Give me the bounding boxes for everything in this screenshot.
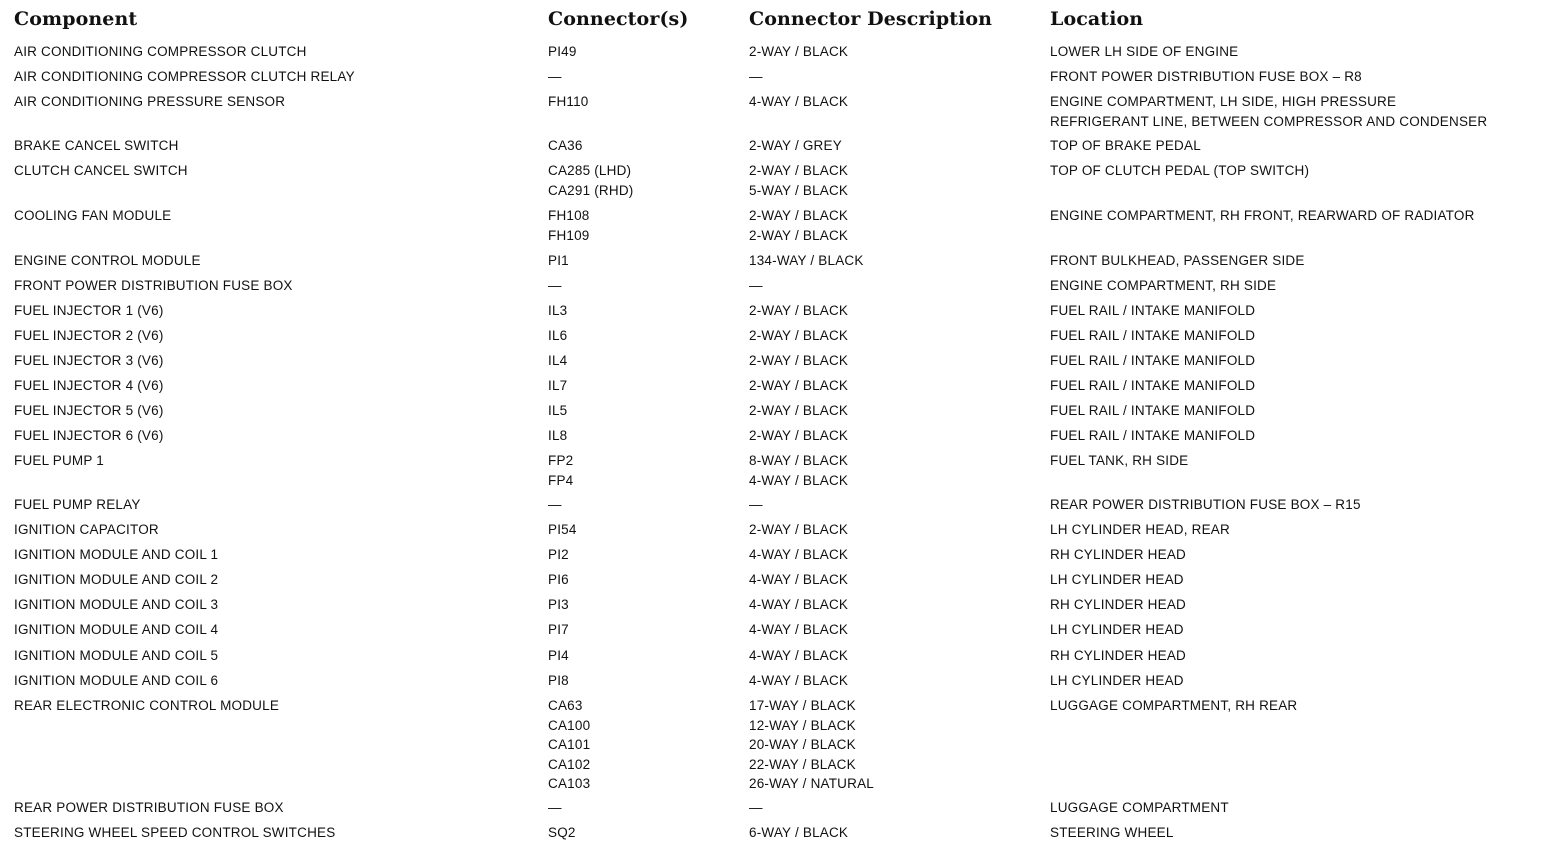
connector-description-cell bbox=[749, 798, 763, 818]
location-cell-line: LH CYLINDER HEAD bbox=[1050, 572, 1184, 587]
location-cell bbox=[1050, 646, 1186, 666]
connector-description-cell bbox=[749, 136, 842, 156]
location-cell bbox=[1050, 161, 1309, 181]
connector-description-cell bbox=[749, 426, 848, 446]
connector-description-cell bbox=[749, 495, 763, 515]
table-row bbox=[0, 620, 1568, 637]
connector-cell-line: IL7 bbox=[548, 378, 568, 393]
component-cell: FUEL INJECTOR 3 (V6) bbox=[14, 353, 164, 368]
connector-description-cell-line: 2-WAY / GREY bbox=[749, 138, 842, 153]
component-cell: ENGINE CONTROL MODULE bbox=[14, 253, 201, 268]
component-cell: FUEL PUMP 1 bbox=[14, 453, 104, 468]
table-row bbox=[0, 301, 1568, 318]
connector-cell-line: PI4 bbox=[548, 648, 569, 663]
table-row bbox=[0, 276, 1568, 293]
location-cell bbox=[1050, 426, 1255, 446]
connector-description-cell bbox=[749, 161, 848, 200]
connector-cell-line: PI54 bbox=[548, 522, 577, 537]
location-cell-line: STEERING WHEEL bbox=[1050, 825, 1174, 840]
location-cell-line: RH CYLINDER HEAD bbox=[1050, 648, 1186, 663]
location-cell bbox=[1050, 401, 1255, 421]
connector-cell-line: CA36 bbox=[548, 138, 583, 153]
connector-description-cell-line: 2-WAY / BLACK bbox=[749, 403, 849, 418]
connector-cell bbox=[548, 823, 576, 843]
connector-description-cell bbox=[749, 351, 848, 371]
component-cell: IGNITION MODULE AND COIL 2 bbox=[14, 572, 219, 587]
connector-cell-line: PI8 bbox=[548, 673, 569, 688]
location-cell bbox=[1050, 326, 1255, 346]
connector-cell bbox=[548, 426, 567, 446]
header-connector-description: Connector Description bbox=[749, 8, 993, 30]
connector-cell bbox=[548, 67, 562, 87]
component-cell: CLUTCH CANCEL SWITCH bbox=[14, 163, 188, 178]
location-cell bbox=[1050, 495, 1361, 515]
location-cell-line: LH CYLINDER HEAD, REAR bbox=[1050, 522, 1230, 537]
location-cell bbox=[1050, 823, 1174, 843]
location-cell-line: LH CYLINDER HEAD bbox=[1050, 673, 1184, 688]
connector-cell-line: CA101 bbox=[548, 737, 591, 752]
connector-description-cell bbox=[749, 620, 848, 640]
location-cell bbox=[1050, 671, 1184, 691]
table-row bbox=[0, 401, 1568, 418]
location-cell bbox=[1050, 376, 1255, 396]
connector-cell-line: IL8 bbox=[548, 428, 568, 443]
location-cell bbox=[1050, 42, 1238, 62]
connector-cell bbox=[548, 520, 577, 540]
location-cell-line: TOP OF BRAKE PEDAL bbox=[1050, 138, 1201, 153]
location-cell bbox=[1050, 696, 1297, 716]
location-cell bbox=[1050, 798, 1229, 818]
connector-description-cell-line: 6-WAY / BLACK bbox=[749, 825, 849, 840]
location-cell bbox=[1050, 520, 1230, 540]
connector-cell bbox=[548, 401, 567, 421]
location-cell-line: FUEL RAIL / INTAKE MANIFOLD bbox=[1050, 378, 1256, 393]
connector-cell-line: IL5 bbox=[548, 403, 568, 418]
connector-description-cell bbox=[749, 276, 763, 296]
location-cell bbox=[1050, 251, 1305, 271]
table-row bbox=[0, 376, 1568, 393]
connector-cell bbox=[548, 671, 569, 691]
component-cell: IGNITION MODULE AND COIL 1 bbox=[14, 547, 219, 562]
table-row bbox=[0, 595, 1568, 612]
connector-cell bbox=[548, 376, 567, 396]
table-row bbox=[0, 671, 1568, 688]
connector-cell-line: CA285 (LHD) bbox=[548, 163, 632, 178]
location-cell-line: FUEL TANK, RH SIDE bbox=[1050, 453, 1189, 468]
connector-cell-line: PI1 bbox=[548, 253, 569, 268]
table-row bbox=[0, 351, 1568, 368]
connector-cell-line: FH109 bbox=[548, 227, 590, 243]
component-cell: IGNITION MODULE AND COIL 5 bbox=[14, 648, 219, 663]
connector-cell-line: CA291 (RHD) bbox=[548, 182, 634, 198]
header-connectors: Connector(s) bbox=[548, 8, 689, 30]
header-location: Location bbox=[1050, 8, 1144, 30]
location-cell bbox=[1050, 206, 1475, 226]
connector-cell-line: PI6 bbox=[548, 572, 569, 587]
component-cell: COOLING FAN MODULE bbox=[14, 208, 172, 223]
connector-cell bbox=[548, 92, 589, 112]
connector-description-cell-line: — bbox=[749, 497, 763, 512]
connector-description-cell-line: 4-WAY / BLACK bbox=[749, 472, 849, 488]
connector-description-cell bbox=[749, 671, 848, 691]
connector-cell bbox=[548, 276, 562, 296]
location-cell bbox=[1050, 92, 1487, 131]
connector-description-cell bbox=[749, 520, 848, 540]
connector-description-cell-line: 2-WAY / BLACK bbox=[749, 353, 849, 368]
connector-cell bbox=[548, 495, 562, 515]
connector-description-cell bbox=[749, 301, 848, 321]
table-row bbox=[0, 646, 1568, 663]
connector-description-cell-line: 4-WAY / BLACK bbox=[749, 572, 849, 587]
location-cell bbox=[1050, 451, 1188, 471]
connector-cell-line: PI7 bbox=[548, 622, 569, 637]
connector-cell bbox=[548, 696, 590, 794]
connector-description-cell-line: 2-WAY / BLACK bbox=[749, 428, 849, 443]
connector-description-cell bbox=[749, 67, 763, 87]
component-cell: FUEL INJECTOR 6 (V6) bbox=[14, 428, 164, 443]
table-row bbox=[0, 823, 1568, 840]
component-cell: IGNITION MODULE AND COIL 6 bbox=[14, 673, 219, 688]
connector-cell bbox=[548, 42, 577, 62]
location-cell-line: LOWER LH SIDE OF ENGINE bbox=[1050, 44, 1239, 59]
connector-description-cell-line: 2-WAY / BLACK bbox=[749, 522, 849, 537]
connector-cell-line: FP4 bbox=[548, 472, 574, 488]
location-cell-line: RH CYLINDER HEAD bbox=[1050, 547, 1186, 562]
location-cell-line: FUEL RAIL / INTAKE MANIFOLD bbox=[1050, 428, 1256, 443]
connector-description-cell-line: 4-WAY / BLACK bbox=[749, 94, 849, 109]
connector-description-cell bbox=[749, 376, 848, 396]
location-cell-line: LUGGAGE COMPARTMENT bbox=[1050, 800, 1229, 815]
location-cell-line: ENGINE COMPARTMENT, LH SIDE, HIGH PRESSURE bbox=[1050, 94, 1397, 109]
connector-cell bbox=[548, 161, 633, 200]
connector-cell-line: CA102 bbox=[548, 756, 591, 772]
connector-description-cell-line: 2-WAY / BLACK bbox=[749, 227, 849, 243]
location-cell-line: TOP OF CLUTCH PEDAL (TOP SWITCH) bbox=[1050, 163, 1310, 178]
connector-description-cell bbox=[749, 696, 874, 794]
location-cell-line: FUEL RAIL / INTAKE MANIFOLD bbox=[1050, 328, 1256, 343]
location-cell-line: LH CYLINDER HEAD bbox=[1050, 622, 1184, 637]
connector-cell-line: CA63 bbox=[548, 698, 583, 713]
table-row bbox=[0, 696, 1568, 791]
connector-cell bbox=[548, 646, 569, 666]
connector-description-cell bbox=[749, 545, 848, 565]
connector-description-cell-line: 5-WAY / BLACK bbox=[749, 182, 849, 198]
connector-description-cell bbox=[749, 206, 848, 245]
connector-cell-line: — bbox=[548, 69, 562, 84]
component-cell: STEERING WHEEL SPEED CONTROL SWITCHES bbox=[14, 825, 336, 840]
connector-cell-line: CA100 bbox=[548, 717, 591, 733]
connector-description-cell-line: 4-WAY / BLACK bbox=[749, 547, 849, 562]
location-cell bbox=[1050, 595, 1186, 615]
connector-cell bbox=[548, 251, 569, 271]
connector-cell bbox=[548, 798, 562, 818]
location-cell-line: RH CYLINDER HEAD bbox=[1050, 597, 1186, 612]
connector-cell-line: — bbox=[548, 278, 562, 293]
connector-description-cell-line: 4-WAY / BLACK bbox=[749, 648, 849, 663]
table-row bbox=[0, 92, 1568, 129]
component-cell: FUEL INJECTOR 2 (V6) bbox=[14, 328, 164, 343]
table-row bbox=[0, 136, 1568, 153]
connector-cell bbox=[548, 545, 569, 565]
connector-description-cell-line: 2-WAY / BLACK bbox=[749, 208, 849, 223]
table-row bbox=[0, 570, 1568, 587]
connector-description-cell-line: 8-WAY / BLACK bbox=[749, 453, 849, 468]
component-cell: FRONT POWER DISTRIBUTION FUSE BOX bbox=[14, 278, 293, 293]
connector-description-cell-line: 2-WAY / BLACK bbox=[749, 328, 849, 343]
table-row bbox=[0, 520, 1568, 537]
location-cell-line: FUEL RAIL / INTAKE MANIFOLD bbox=[1050, 303, 1256, 318]
location-cell bbox=[1050, 301, 1255, 321]
table-row bbox=[0, 426, 1568, 443]
table-row bbox=[0, 206, 1568, 243]
component-cell: AIR CONDITIONING PRESSURE SENSOR bbox=[14, 94, 286, 109]
location-cell bbox=[1050, 276, 1276, 296]
location-cell bbox=[1050, 545, 1186, 565]
location-cell-line: REFRIGERANT LINE, BETWEEN COMPRESSOR AND CONDENSER bbox=[1050, 113, 1488, 129]
connector-description-cell-line: 2-WAY / BLACK bbox=[749, 378, 849, 393]
location-cell bbox=[1050, 136, 1201, 156]
table-row bbox=[0, 161, 1568, 198]
component-cell: FUEL PUMP RELAY bbox=[14, 497, 141, 512]
connector-description-cell-line: — bbox=[749, 800, 763, 815]
connector-description-cell bbox=[749, 42, 848, 62]
location-cell-line: REAR POWER DISTRIBUTION FUSE BOX – R15 bbox=[1050, 497, 1361, 512]
connector-cell bbox=[548, 301, 567, 321]
connector-cell-line: IL6 bbox=[548, 328, 568, 343]
connector-description-cell-line: 22-WAY / BLACK bbox=[749, 756, 856, 772]
connector-description-cell-line: 17-WAY / BLACK bbox=[749, 698, 856, 713]
connector-cell-line: SQ2 bbox=[548, 825, 576, 840]
connector-cell-line: PI49 bbox=[548, 44, 577, 59]
component-cell: AIR CONDITIONING COMPRESSOR CLUTCH bbox=[14, 44, 307, 59]
connector-cell-line: FH110 bbox=[548, 94, 589, 109]
location-cell-line: FUEL RAIL / INTAKE MANIFOLD bbox=[1050, 403, 1256, 418]
location-cell-line: ENGINE COMPARTMENT, RH FRONT, REARWARD OF RADIATOR bbox=[1050, 208, 1475, 223]
connector-cell-line: IL4 bbox=[548, 353, 568, 368]
location-cell bbox=[1050, 620, 1184, 640]
location-cell-line: LUGGAGE COMPARTMENT, RH REAR bbox=[1050, 698, 1298, 713]
connector-cell bbox=[548, 570, 569, 590]
connector-description-cell bbox=[749, 646, 848, 666]
connector-cell bbox=[548, 351, 567, 371]
table-row bbox=[0, 451, 1568, 488]
connector-cell-line: PI3 bbox=[548, 597, 569, 612]
location-cell-line: ENGINE COMPARTMENT, RH SIDE bbox=[1050, 278, 1277, 293]
connector-cell-line: PI2 bbox=[548, 547, 569, 562]
table-row bbox=[0, 326, 1568, 343]
component-cell: AIR CONDITIONING COMPRESSOR CLUTCH RELAY bbox=[14, 69, 355, 84]
connector-cell-line: — bbox=[548, 800, 562, 815]
connector-description-cell-line: 4-WAY / BLACK bbox=[749, 622, 849, 637]
connector-description-cell-line: 20-WAY / BLACK bbox=[749, 737, 856, 752]
connector-cell-line: FH108 bbox=[548, 208, 590, 223]
location-cell bbox=[1050, 570, 1184, 590]
connector-description-cell-line: 2-WAY / BLACK bbox=[749, 44, 849, 59]
connector-description-cell-line: — bbox=[749, 278, 763, 293]
table-row bbox=[0, 67, 1568, 84]
connector-cell bbox=[548, 595, 569, 615]
connector-cell-line: — bbox=[548, 497, 562, 512]
component-cell: FUEL INJECTOR 4 (V6) bbox=[14, 378, 164, 393]
connector-cell-line: FP2 bbox=[548, 453, 574, 468]
connector-description-cell-line: 4-WAY / BLACK bbox=[749, 597, 849, 612]
table-row bbox=[0, 798, 1568, 815]
connector-cell bbox=[548, 620, 569, 640]
component-cell: IGNITION CAPACITOR bbox=[14, 522, 159, 537]
connector-cell-line: IL3 bbox=[548, 303, 568, 318]
table-row bbox=[0, 251, 1568, 268]
connector-cell-line: CA103 bbox=[548, 776, 591, 791]
table-row bbox=[0, 495, 1568, 512]
connector-description-cell-line: 26-WAY / NATURAL bbox=[749, 776, 874, 791]
component-cell: REAR POWER DISTRIBUTION FUSE BOX bbox=[14, 800, 284, 815]
table-row bbox=[0, 42, 1568, 59]
component-cell: FUEL INJECTOR 1 (V6) bbox=[14, 303, 164, 318]
connector-description-cell bbox=[749, 401, 848, 421]
connector-description-cell bbox=[749, 92, 848, 112]
component-cell: BRAKE CANCEL SWITCH bbox=[14, 138, 179, 153]
connector-description-cell-line: 134-WAY / BLACK bbox=[749, 253, 864, 268]
location-cell-line: FRONT POWER DISTRIBUTION FUSE BOX – R8 bbox=[1050, 69, 1362, 84]
connector-description-cell bbox=[749, 326, 848, 346]
connector-description-cell bbox=[749, 595, 848, 615]
connector-cell bbox=[548, 206, 590, 245]
component-cell: FUEL INJECTOR 5 (V6) bbox=[14, 403, 164, 418]
connector-cell bbox=[548, 326, 567, 346]
connector-description-cell bbox=[749, 451, 848, 490]
connector-description-cell bbox=[749, 251, 864, 271]
location-cell bbox=[1050, 351, 1255, 371]
location-cell-line: FUEL RAIL / INTAKE MANIFOLD bbox=[1050, 353, 1256, 368]
connector-cell bbox=[548, 136, 583, 156]
table-row bbox=[0, 545, 1568, 562]
connector-description-cell-line: 2-WAY / BLACK bbox=[749, 163, 849, 178]
header-component: Component bbox=[14, 8, 138, 30]
connector-description-cell-line: — bbox=[749, 69, 763, 84]
connector-description-cell-line: 2-WAY / BLACK bbox=[749, 303, 849, 318]
connector-description-cell-line: 4-WAY / BLACK bbox=[749, 673, 849, 688]
component-cell: IGNITION MODULE AND COIL 4 bbox=[14, 622, 219, 637]
location-cell bbox=[1050, 67, 1362, 87]
component-cell: IGNITION MODULE AND COIL 3 bbox=[14, 597, 219, 612]
connector-description-cell-line: 12-WAY / BLACK bbox=[749, 717, 856, 733]
location-cell-line: FRONT BULKHEAD, PASSENGER SIDE bbox=[1050, 253, 1305, 268]
component-cell: REAR ELECTRONIC CONTROL MODULE bbox=[14, 698, 280, 713]
connector-description-cell bbox=[749, 823, 848, 843]
connector-description-cell bbox=[749, 570, 848, 590]
connector-cell bbox=[548, 451, 573, 490]
